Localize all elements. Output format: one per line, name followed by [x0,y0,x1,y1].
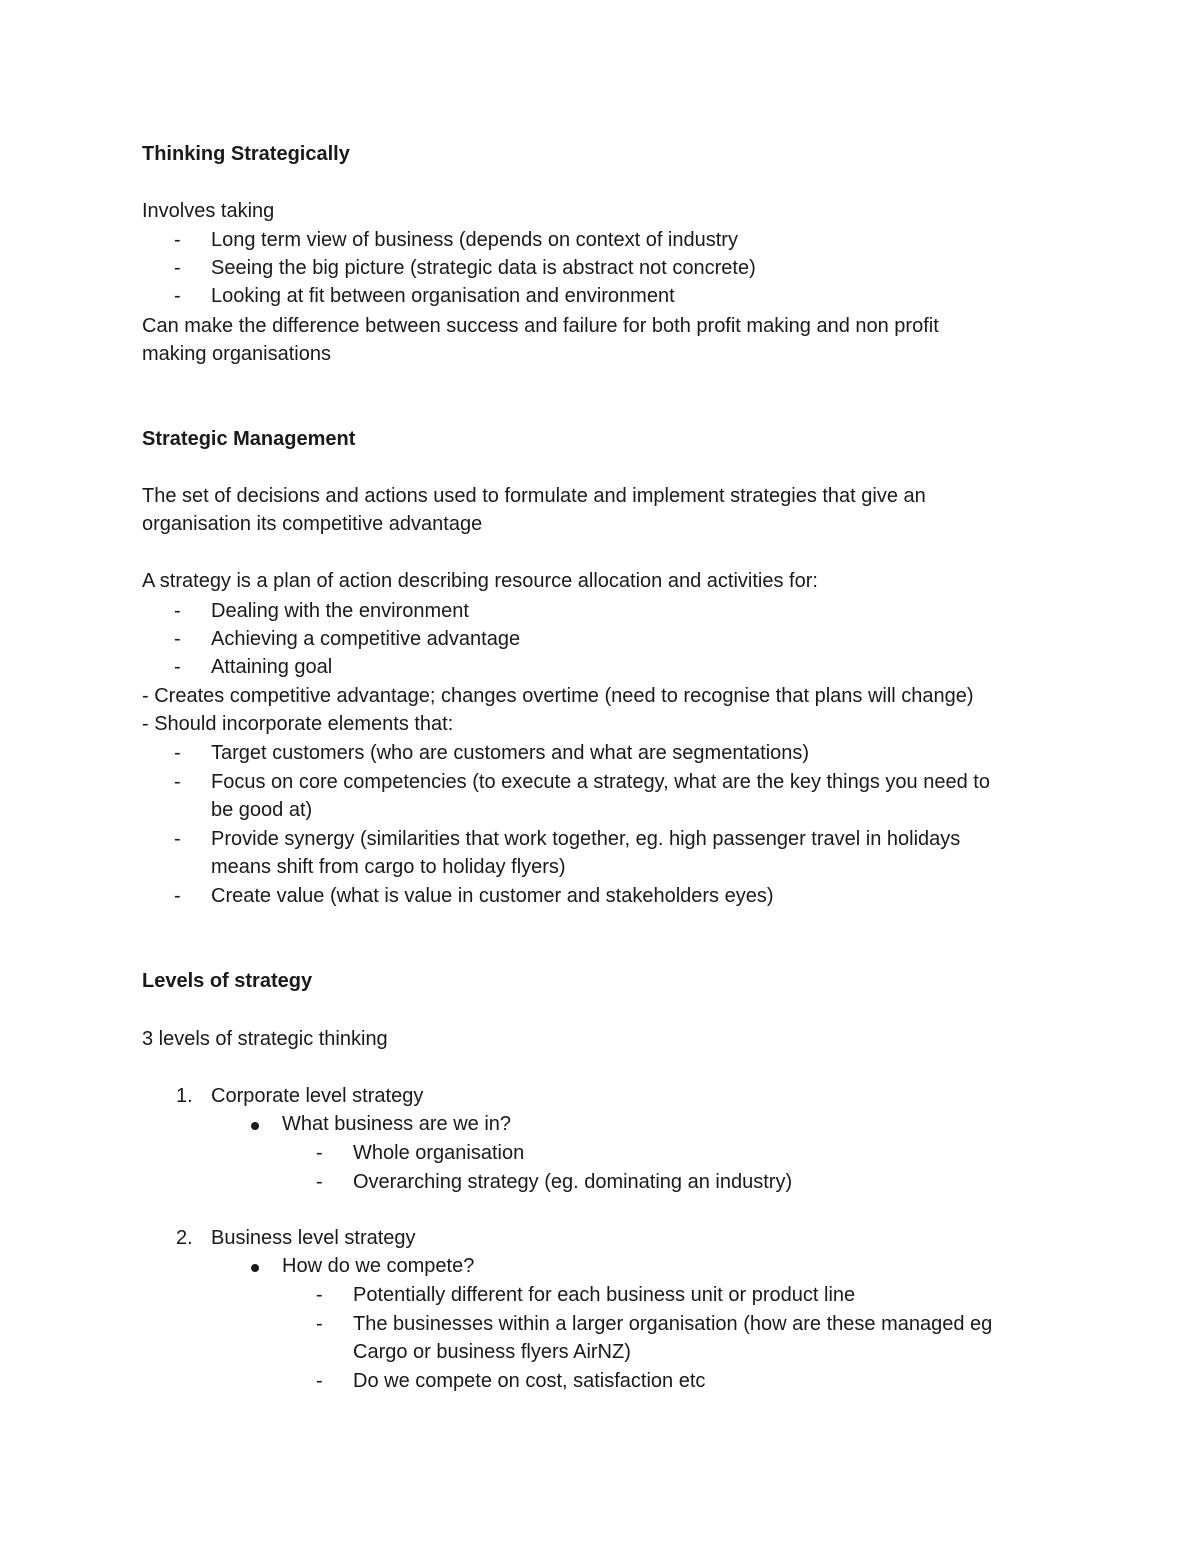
paragraph: A strategy is a plan of action describing resource allocation and activities for: [142,570,818,592]
list-item: Achieving a competitive advantage [211,628,521,650]
dash-bullet: - [174,771,181,793]
paragraph: Can make the difference between success and failure for both profit making and non profit [142,315,939,337]
dash-bullet: - [174,656,181,678]
list-item-continuation: means shift from cargo to holiday flyers) [211,856,566,878]
list-item: Dealing with the environment [211,600,469,622]
bullet-dot-icon [251,1110,259,1138]
dash-bullet: - [174,600,181,622]
list-number: 2. [176,1227,193,1249]
dash-bullet: - [316,1171,323,1193]
dash-bullet: - [174,285,181,307]
paragraph: - Should incorporate elements that: [142,713,454,735]
dash-bullet: - [316,1370,323,1392]
paragraph: 3 levels of strategic thinking [142,1028,388,1050]
list-item: Do we compete on cost, satisfaction etc [353,1370,706,1392]
list-item: Target customers (who are customers and what are segmentations) [211,742,810,764]
dash-bullet: - [316,1313,323,1335]
list-item: Potentially different for each business unit or product line [353,1284,856,1306]
list-number: 1. [176,1085,193,1107]
level-question: What business are we in? [282,1113,512,1135]
level-title: Corporate level strategy [211,1085,424,1107]
dash-bullet: - [174,229,181,251]
section-heading: Levels of strategy [142,970,313,992]
paragraph: making organisations [142,343,331,365]
list-item: The businesses within a larger organisation (how are these managed eg [353,1313,993,1335]
list-item: Provide synergy (similarities that work together, eg. high passenger travel in holidays [211,828,961,850]
dash-bullet: - [174,257,181,279]
paragraph: Involves taking [142,200,275,222]
dash-bullet: - [174,628,181,650]
dash-bullet: - [316,1284,323,1306]
bullet-dot-icon [251,1252,259,1280]
level-question: How do we compete? [282,1255,475,1277]
list-item: Looking at fit between organisation and environment [211,285,675,307]
dash-bullet: - [316,1142,323,1164]
list-item: Create value (what is value in customer and stakeholders eyes) [211,885,774,907]
level-title: Business level strategy [211,1227,416,1249]
section-heading: Strategic Management [142,428,356,450]
paragraph: The set of decisions and actions used to formulate and implement strategies that give an [142,485,926,507]
dash-bullet: - [174,885,181,907]
list-item: Long term view of business (depends on context of industry [211,229,738,251]
list-item: Whole organisation [353,1142,525,1164]
list-item-continuation: be good at) [211,799,313,821]
paragraph: organisation its competitive advantage [142,513,483,535]
section-heading: Thinking Strategically [142,143,350,165]
list-item: Focus on core competencies (to execute a strategy, what are the key things you need to [211,771,990,793]
list-item: Overarching strategy (eg. dominating an industry) [353,1171,793,1193]
list-item: Attaining goal [211,656,333,678]
dash-bullet: - [174,828,181,850]
dash-bullet: - [174,742,181,764]
list-item: Seeing the big picture (strategic data is abstract not concrete) [211,257,756,279]
list-item-continuation: Cargo or business flyers AirNZ) [353,1341,631,1363]
paragraph: - Creates competitive advantage; changes overtime (need to recognise that plans will change) [142,685,974,707]
